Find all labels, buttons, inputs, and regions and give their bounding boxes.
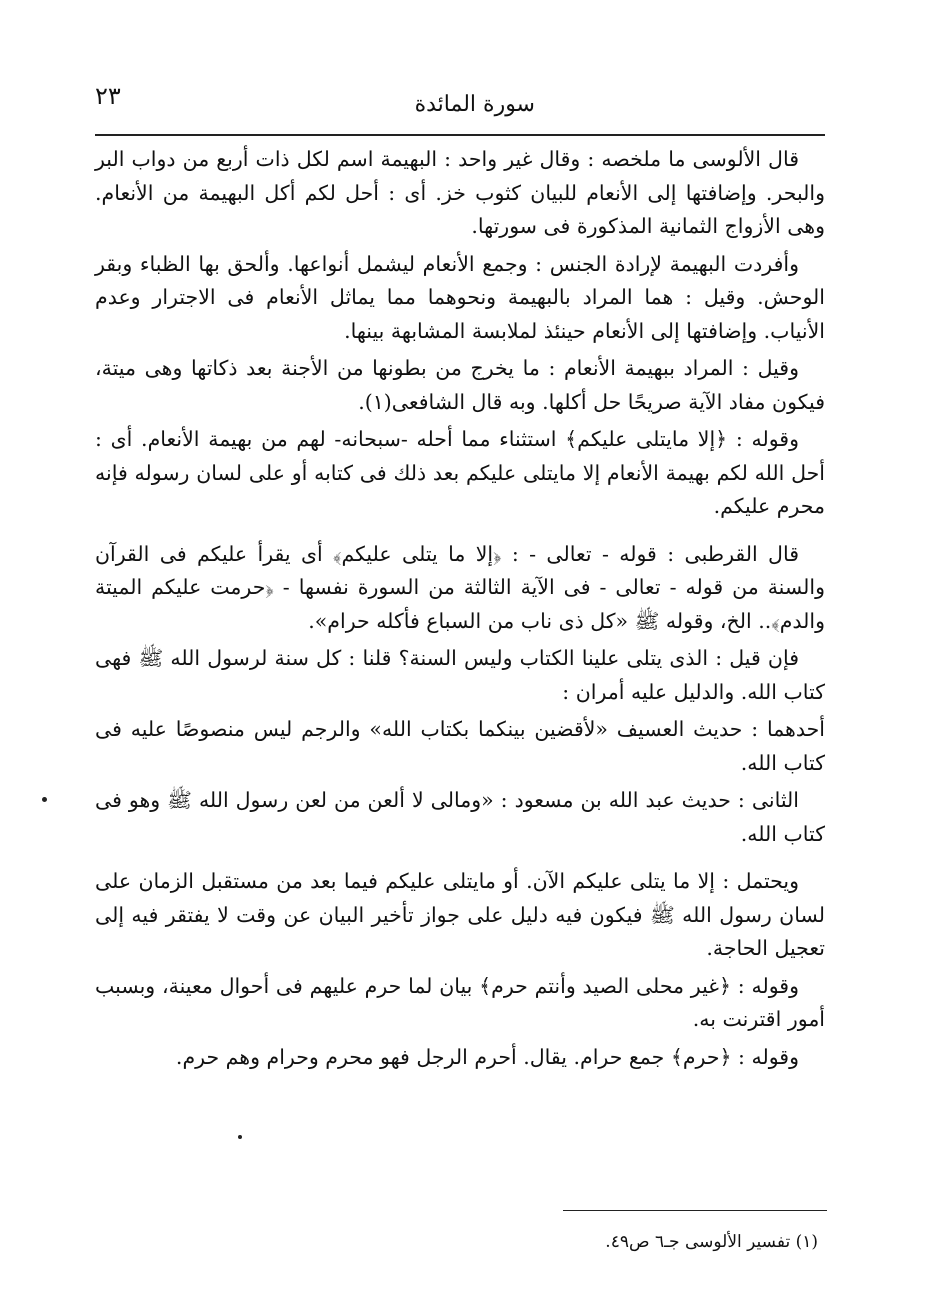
paragraph: ويحتمل : إلا ما يتلى عليكم الآن. أو مايتلى عليكم فيما بعد من مستقبل الزمان على لسان رسول الله ﷺ فيكون فيه دليل على جواز تأخير البيان عن وقت لا يفتقر فيه إلى تعجيل الحاجة. xyxy=(95,869,825,960)
surah-title: سورة المائدة xyxy=(414,92,535,117)
paragraph: وقيل : المراد ببهيمة الأنعام : ما يخرج من بطونها من الأجنة بعد ذكاتها وهى ميتة، فيكون مفاد الآية صريحًا حل أكلها. وبه قال الشافعى(١). xyxy=(95,356,825,414)
page-header xyxy=(95,74,825,134)
paragraph: قال القرطبى : قوله - تعالى - : ﴿إلا ما يتلى عليكم﴾ أى يقرأ عليكم فى القرآن والسنة من قوله - تعالى - فى الآية الثالثة من السورة نفسها - ﴿حرمت عليكم الميتة والدم﴾.. الخ، وقوله ﷺ «كل ذى ناب من السباع فأكله حرام». xyxy=(95,541,825,633)
paragraph: أحدهما : حديث العسيف «لأقضين بينكما بكتاب الله» والرجم ليس منصوصًا عليه فى كتاب الله. xyxy=(95,717,825,775)
header-divider xyxy=(95,134,825,136)
paragraph: الثانى : حديث عبد الله بن مسعود : «ومالى لا ألعن من لعن رسول الله ﷺ وهو فى كتاب الله. xyxy=(95,788,825,846)
paragraph: قال الألوسى ما ملخصه : وقال غير واحد : البهيمة اسم لكل ذات أربع من دواب البر والبحر. وإضافتها إلى الأنعام للبيان كثوب خز. أى : أحل لكم أكل البهيمة من الأنعام. وهى الأزواج الثمانية المذكورة فى سورتها. xyxy=(95,147,825,238)
paragraph: وقوله : ﴿حرم﴾ جمع حرام. يقال. أحرم الرجل فهو محرم وحرام وهم حرم. xyxy=(175,1044,799,1069)
footnote-divider xyxy=(563,1210,827,1211)
paragraph: وقوله : ﴿غير محلى الصيد وأنتم حرم﴾ بيان لما حرم عليهم فى أحوال معينة، وبسبب أمور اقترنت به. xyxy=(95,973,825,1031)
scan-speck xyxy=(42,797,47,802)
footnote: (١) تفسير الألوسى جـ٦ ص٤٩. xyxy=(605,1232,818,1252)
main-text xyxy=(95,143,825,1078)
paragraph: وقوله : ﴿إلا مايتلى عليكم﴾ استثناء مما أحله -سبحانه- لهم من بهيمة الأنعام. أى : أحل الله لكم بهيمة الأنعام إلا مايتلى عليكم بعد ذلك فى كتابه أو على لسان رسوله فإنه محرم عليكم. xyxy=(95,427,825,518)
paragraph: فإن قيل : الذى يتلى علينا الكتاب وليس السنة؟ قلنا : كل سنة لرسول الله ﷺ فهى كتاب الله. والدليل عليه أمران : xyxy=(95,646,825,704)
page-number: ٢٣ xyxy=(95,82,121,110)
paragraph: وأفردت البهيمة لإرادة الجنس : وجمع الأنعام ليشمل أنواعها. وألحق بها الظباء وبقر الوحش. وقيل : هما المراد بالبهيمة ونحوهما مما يماثل الأنعام فى الاجترار وعدم الأنياب. وإضافتها إلى الأنعام حينئذ لملابسة المشابهة بينها. xyxy=(95,251,825,343)
scan-speck xyxy=(238,1135,242,1139)
